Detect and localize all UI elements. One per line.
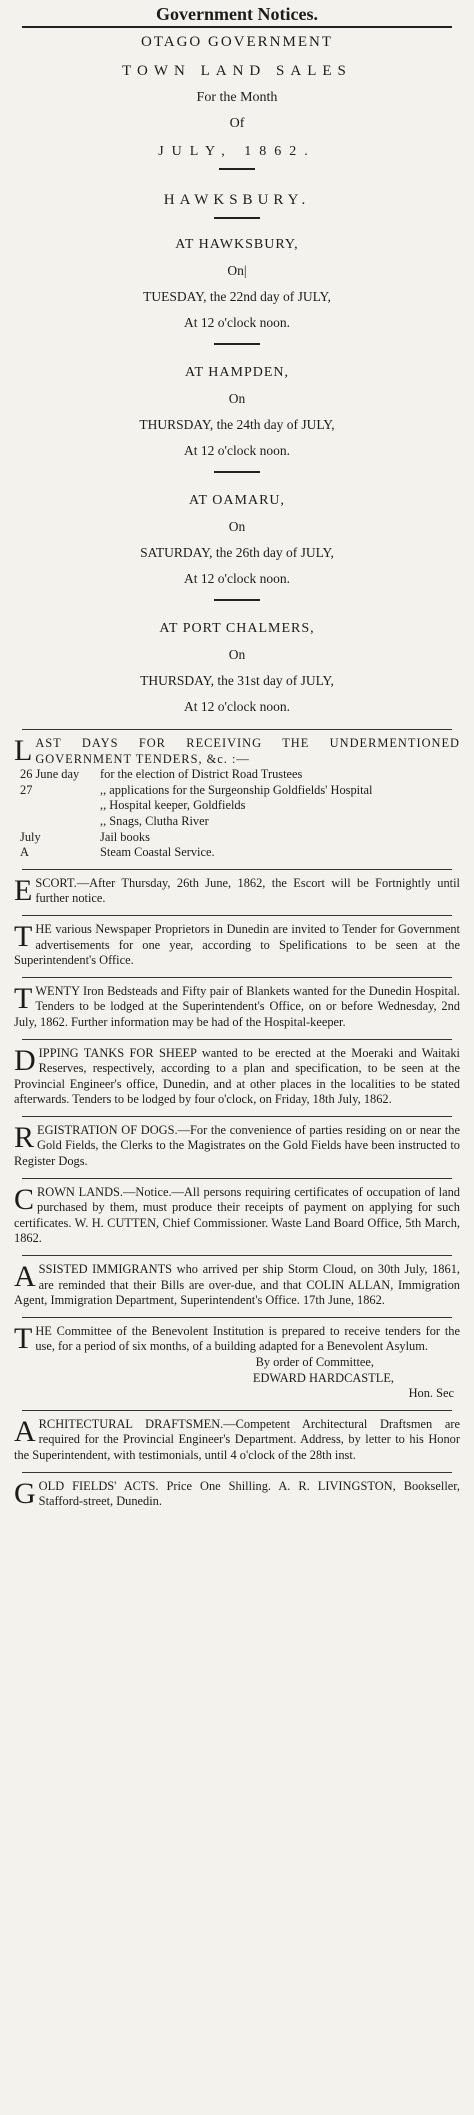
list-item: ,, Hospital keeper, Goldfields <box>100 798 246 813</box>
tenders-heading: AST DAYS FOR RECEIVING THE UNDERMENTIONED GOVERNMENT TENDERS, &c. :— <box>35 736 460 766</box>
venue-day: SATURDAY, the 26th day of JULY, <box>140 545 334 560</box>
venue-place: AT OAMARU, <box>188 493 286 508</box>
drop-cap: R <box>14 1120 35 1154</box>
notice-text: EGISTRATION OF DOGS.—For the convenience of parties residing on or near the Gold Fields, the Clerks to the Magistrates on the Gold Fields have been instructed to Register Dogs. <box>14 1122 460 1169</box>
drop-cap: T <box>14 919 33 953</box>
section-rule <box>22 1472 452 1473</box>
masthead: Government Notices. <box>156 4 318 24</box>
section-rule <box>22 1116 452 1117</box>
list-item: 26 June day for the election of District Road Trustees <box>20 767 303 782</box>
benevolent-notice <box>10 1321 464 1355</box>
notice-text: WENTY Iron Bedsteads and Fifty pair of Blankets wanted for the Dunedin Hospital. Tenders to be lodged at the Superintendent's Office, on or before Wednesday, 2nd July, 1862. Further information may be had of the Hospital-keeper. <box>14 983 460 1029</box>
section-rule <box>22 915 452 916</box>
masthead-rule <box>22 26 452 28</box>
list-item: A Steam Coastal Service. <box>20 845 215 860</box>
notice-text: ROWN LANDS.—Notice.—All persons requiring certificates of occupation of land purchased by them, must produce their receipts of payment on applying for such certificates. W. H. CUTTEN, Chief Commissioner. Waste Land Board Office, 5th March, 1862. <box>14 1184 460 1246</box>
venue-place: AT HAMPDEN, <box>184 365 290 380</box>
venue-day: THURSDAY, the 24th day of JULY, <box>139 417 335 432</box>
drop-cap: A <box>14 1260 36 1294</box>
venue-port-chalmers <box>10 621 464 715</box>
venue-on: On <box>228 519 246 534</box>
venue-on: On <box>228 391 246 406</box>
escort-notice <box>10 873 464 907</box>
drop-cap: G <box>14 1476 36 1510</box>
list-item: July Jail books <box>20 829 150 844</box>
land-sale-notice <box>10 34 464 715</box>
section-rule <box>22 1410 452 1411</box>
list-item: 27 ,, applications for the Surgeonship Goldfields' Hospital <box>20 782 373 797</box>
notice-text: SSISTED IMMIGRANTS who arrived per ship Storm Cloud, on 30th July, 1861, are reminded that their Bills are over-due, and that COLIN ALLAN, Immigration Agent, Immigration Department, Superintendent's Office. 17th June, 1862. <box>14 1262 460 1308</box>
venue-on: On <box>228 647 246 662</box>
newspaper-page <box>0 2 474 2115</box>
section-rule <box>22 729 452 730</box>
section-rule <box>22 1317 452 1318</box>
venue-day: TUESDAY, the 22nd day of JULY, <box>143 289 331 304</box>
divider <box>214 343 260 345</box>
venue-time: At 12 o'clock noon. <box>184 571 290 586</box>
notice-text: HE Committee of the Benevolent Institution is prepared to receive tenders for the use, for a period of six months, of a building adapted for a Benevolent Asylum. <box>35 1323 460 1354</box>
tenders-notice <box>10 736 464 767</box>
benevolent-order: By order of Committee, <box>255 1355 374 1369</box>
benevolent-role: Hon. Sec <box>408 1386 454 1401</box>
crown-lands-notice <box>10 1182 464 1247</box>
dipping-tanks-notice <box>10 1043 464 1108</box>
section-rule <box>22 1255 452 1256</box>
drop-cap: T <box>14 981 33 1015</box>
drop-cap: D <box>14 1043 36 1077</box>
section-rule <box>22 1178 452 1179</box>
venue-on: On| <box>227 263 247 278</box>
bedsteads-notice <box>10 981 464 1031</box>
benevolent-signatory: EDWARD HARDCASTLE, <box>252 1370 394 1385</box>
section-rule <box>22 977 452 978</box>
sale-line-1: OTAGO GOVERNMENT <box>140 34 334 50</box>
venue-oamaru <box>10 493 464 587</box>
venue-hampden <box>10 365 464 459</box>
venue-day: THURSDAY, the 31st day of JULY, <box>140 673 334 688</box>
divider <box>214 217 260 219</box>
section-rule <box>22 869 452 870</box>
venue-time: At 12 o'clock noon. <box>184 315 290 330</box>
divider <box>219 168 255 170</box>
draftsmen-notice <box>10 1414 464 1464</box>
newspaper-tender-notice <box>10 919 464 969</box>
drop-cap: E <box>14 873 33 907</box>
district-heading: HAWKSBURY. <box>163 192 311 208</box>
notice-text: IPPING TANKS FOR SHEEP wanted to be erected at the Moeraki and Waitaki Reserves, respectively, according to a plan and specification, to be seen at the Provincial Engineer's office, Dunedin, and at other places in the localities to be stated afterwards. Tenders to be lodged by four o'clock, on Friday, 18th July, 1862. <box>14 1045 460 1107</box>
venue-place: AT PORT CHALMERS, <box>159 621 315 636</box>
notice-text: SCORT.—After Thursday, 26th June, 1862, the Escort will be Fortnightly until further notice. <box>35 875 460 906</box>
gold-fields-acts-notice <box>10 1476 464 1510</box>
sale-line-3: For the Month <box>196 90 278 105</box>
dogs-notice <box>10 1120 464 1170</box>
sale-line-5: JULY, 1862. <box>158 144 316 159</box>
sale-line-4: Of <box>229 116 245 131</box>
venue-place: AT HAWKSBURY, <box>175 237 299 252</box>
venue-time: At 12 o'clock noon. <box>184 699 290 714</box>
divider <box>214 471 260 473</box>
venue-time: At 12 o'clock noon. <box>184 443 290 458</box>
section-rule <box>22 1039 452 1040</box>
notice-text: RCHITECTURAL DRAFTSMEN.—Competent Architectural Draftsmen are required for the Provincial Engineer's Department. Address, by letter to his Honor the Superintendent, with testimonials, until 4 o'clock of the 28th inst. <box>14 1416 460 1462</box>
list-item: ,, Snags, Clutha River <box>100 813 209 828</box>
notice-text: OLD FIELDS' ACTS. Price One Shilling. A. R. LIVINGSTON, Bookseller, Stafford-street, Dunedin. <box>38 1478 460 1509</box>
drop-cap: A <box>14 1414 36 1448</box>
drop-cap: C <box>14 1182 35 1216</box>
drop-cap: T <box>14 1321 33 1355</box>
sale-line-2: TOWN LAND SALES <box>122 63 352 79</box>
notice-text: HE various Newspaper Proprietors in Dunedin are invited to Tender for Government advertisements for one year, according to Spelifications to be seen at the Superintendent's Office. <box>14 921 460 968</box>
tenders-list <box>10 767 464 861</box>
venue-hawksbury <box>10 237 464 331</box>
immigrants-notice <box>10 1262 464 1309</box>
divider <box>214 599 260 601</box>
drop-cap: L <box>14 734 33 767</box>
